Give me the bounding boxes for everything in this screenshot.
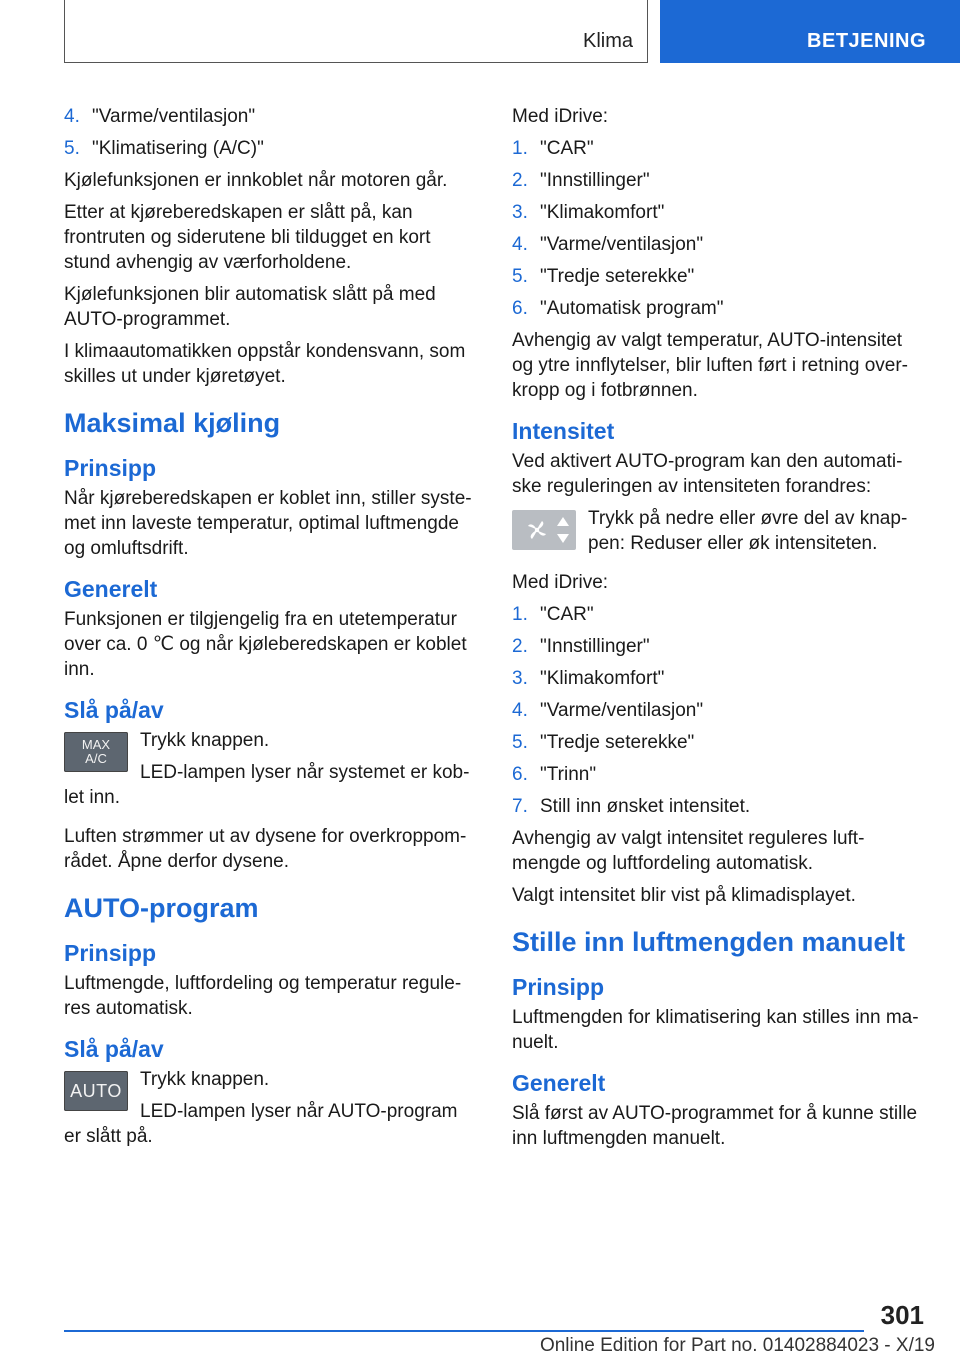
paragraph: Trykk knappen.: [140, 1069, 270, 1090]
subheading-principle: Prinsipp: [64, 455, 157, 481]
list-text: "Varme/ventilasjon": [540, 700, 704, 721]
list-number: 5.: [512, 266, 528, 287]
heading-max-cooling: Maksimal kjøling: [64, 408, 281, 438]
auto-button-icon: [64, 1071, 128, 1111]
list-text: "CAR": [540, 138, 594, 159]
list-item: [512, 296, 924, 321]
paragraph: Valgt intensitet blir vist på klimadisplayet.: [512, 885, 856, 906]
list-number: 1.: [512, 138, 528, 159]
subheading-principle: Prinsipp: [64, 940, 157, 966]
list-number: 6.: [512, 764, 528, 785]
paragraph: Funksjonen er tilgjengelig fra en utetemperatur over ca. 0 ℃ og når kjøleberedskapen er koblet inn.: [64, 609, 467, 680]
left-column: [64, 104, 476, 1163]
header-chapter-title: BETJENING: [807, 30, 926, 52]
list-item: [512, 168, 924, 193]
list-number: 4.: [512, 700, 528, 721]
paragraph: Med iDrive:: [512, 572, 609, 593]
subheading-on-off: Slå på/av: [64, 697, 164, 723]
header-section-title: Klima: [582, 30, 633, 52]
list-item: [64, 136, 476, 161]
list-number: 2.: [512, 170, 528, 191]
list-text: "Innstillinger": [540, 636, 650, 657]
subheading-on-off: Slå på/av: [64, 1036, 164, 1062]
auto-button-label: AUTO: [70, 1080, 122, 1101]
list-item: [512, 136, 924, 161]
paragraph: Etter at kjøreberedskapen er slått på, kan frontruten og siderutene bli tildugget en kort stund avhengig av værforholdene.: [64, 202, 431, 273]
paragraph: Kjølefunksjonen er innkoblet når motoren går.: [64, 170, 448, 191]
list-text: "Varme/ventilasjon": [92, 106, 256, 127]
subheading-intensity: Intensitet: [512, 418, 615, 444]
list-item: [64, 104, 476, 129]
list-item: [512, 232, 924, 257]
paragraph: Avhengig av valgt intensitet reguleres luftmengde og luftfordeling automatisk.: [512, 828, 865, 874]
fan-instruction: [512, 506, 924, 563]
paragraph: Luften strømmer ut av dysene for overkroppområdet. Åpne derfor dysene.: [64, 826, 467, 872]
footer-edition: Online Edition for Part no. 01402884023 - X/19: [539, 1335, 935, 1356]
list-item: [512, 634, 924, 659]
list-item: [512, 794, 924, 819]
page-number: 301: [880, 1300, 924, 1330]
right-column: [512, 104, 924, 1158]
heading-auto-program: AUTO-program: [64, 893, 259, 923]
subheading-principle: Prinsipp: [512, 974, 605, 1000]
list-text: "Innstillinger": [540, 170, 650, 191]
paragraph: Slå først av AUTO-programmet for å kunne stille inn luftmengden manuelt.: [512, 1103, 918, 1149]
paragraph: Luftmengde, luftfordeling og temperatur reguleres automatisk.: [64, 973, 462, 1019]
list-number: 4.: [512, 234, 528, 255]
paragraph: Avhengig av valgt temperatur, AUTO-intensitet og ytre innflytelser, blir luften ført i retning overkropp og i fotbrønnen.: [512, 330, 908, 401]
list-item: [512, 602, 924, 627]
list-text: "Klimatisering (A/C)": [92, 138, 264, 159]
paragraph: I klimaautomatikken oppstår kondensvann, som skilles ut under kjøretøyet.: [64, 341, 466, 387]
list-text: "Automatisk program": [540, 298, 724, 319]
list-text: "Klimakomfort": [540, 668, 665, 689]
list-number: 3.: [512, 202, 528, 223]
header-section-box: [64, 0, 648, 63]
list-text: "Tredje seterekke": [540, 732, 695, 753]
list-text: "Trinn": [540, 764, 597, 785]
paragraph: Trykk knappen.: [140, 730, 270, 751]
list-text: "Klimakomfort": [540, 202, 665, 223]
fan-icon: [522, 518, 552, 542]
paragraph: Når kjøreberedskapen er koblet inn, stiller systemet inn laveste temperatur, optimal luftmengde og omluftsdrift.: [64, 488, 472, 559]
max-ac-label-line1: MAX: [81, 737, 111, 752]
list-number: 5.: [64, 138, 80, 159]
max-ac-instruction: [64, 728, 476, 817]
list-text: "Tredje seterekke": [540, 266, 695, 287]
list-number: 3.: [512, 668, 528, 689]
list-item: [512, 730, 924, 755]
subheading-general: Generelt: [512, 1070, 606, 1096]
max-ac-label-line2: A/C: [85, 751, 107, 766]
list-item: [512, 698, 924, 723]
list-item: [512, 666, 924, 691]
paragraph: LED-lampen lyser når AUTO-program er slått på.: [64, 1101, 458, 1147]
list-text: "CAR": [540, 604, 594, 625]
list-item: [512, 200, 924, 225]
paragraph: Luftmengden for klimatisering kan stilles inn manuelt.: [512, 1007, 919, 1053]
paragraph: Ved aktivert AUTO-program kan den automatiske reguleringen av intensiteten forandres:: [512, 451, 903, 497]
list-number: 1.: [512, 604, 528, 625]
list-text: "Varme/ventilasjon": [540, 234, 704, 255]
auto-instruction: [64, 1067, 476, 1156]
paragraph: Med iDrive:: [512, 106, 609, 127]
list-number: 7.: [512, 796, 528, 817]
footer-divider: [64, 1330, 864, 1332]
list-text: Still inn ønsket intensitet.: [540, 796, 751, 817]
paragraph: Trykk på nedre eller øvre del av knappen: Reduser eller øk intensiteten.: [588, 508, 908, 554]
header-chapter-tab: [660, 0, 960, 63]
heading-manual-airflow: Stille inn luftmengden manuelt: [512, 927, 906, 957]
list-number: 5.: [512, 732, 528, 753]
list-item: [512, 264, 924, 289]
list-number: 2.: [512, 636, 528, 657]
list-item: [512, 762, 924, 787]
max-ac-button-icon: [64, 732, 128, 772]
list-number: 6.: [512, 298, 528, 319]
paragraph: Kjølefunksjonen blir automatisk slått på med AUTO-programmet.: [64, 284, 436, 330]
fan-button-icon: [512, 510, 576, 550]
subheading-general: Generelt: [64, 576, 158, 602]
paragraph: LED-lampen lyser når systemet er koblet inn.: [64, 762, 470, 808]
up-down-arrows-icon: [556, 515, 570, 545]
list-number: 4.: [64, 106, 80, 127]
